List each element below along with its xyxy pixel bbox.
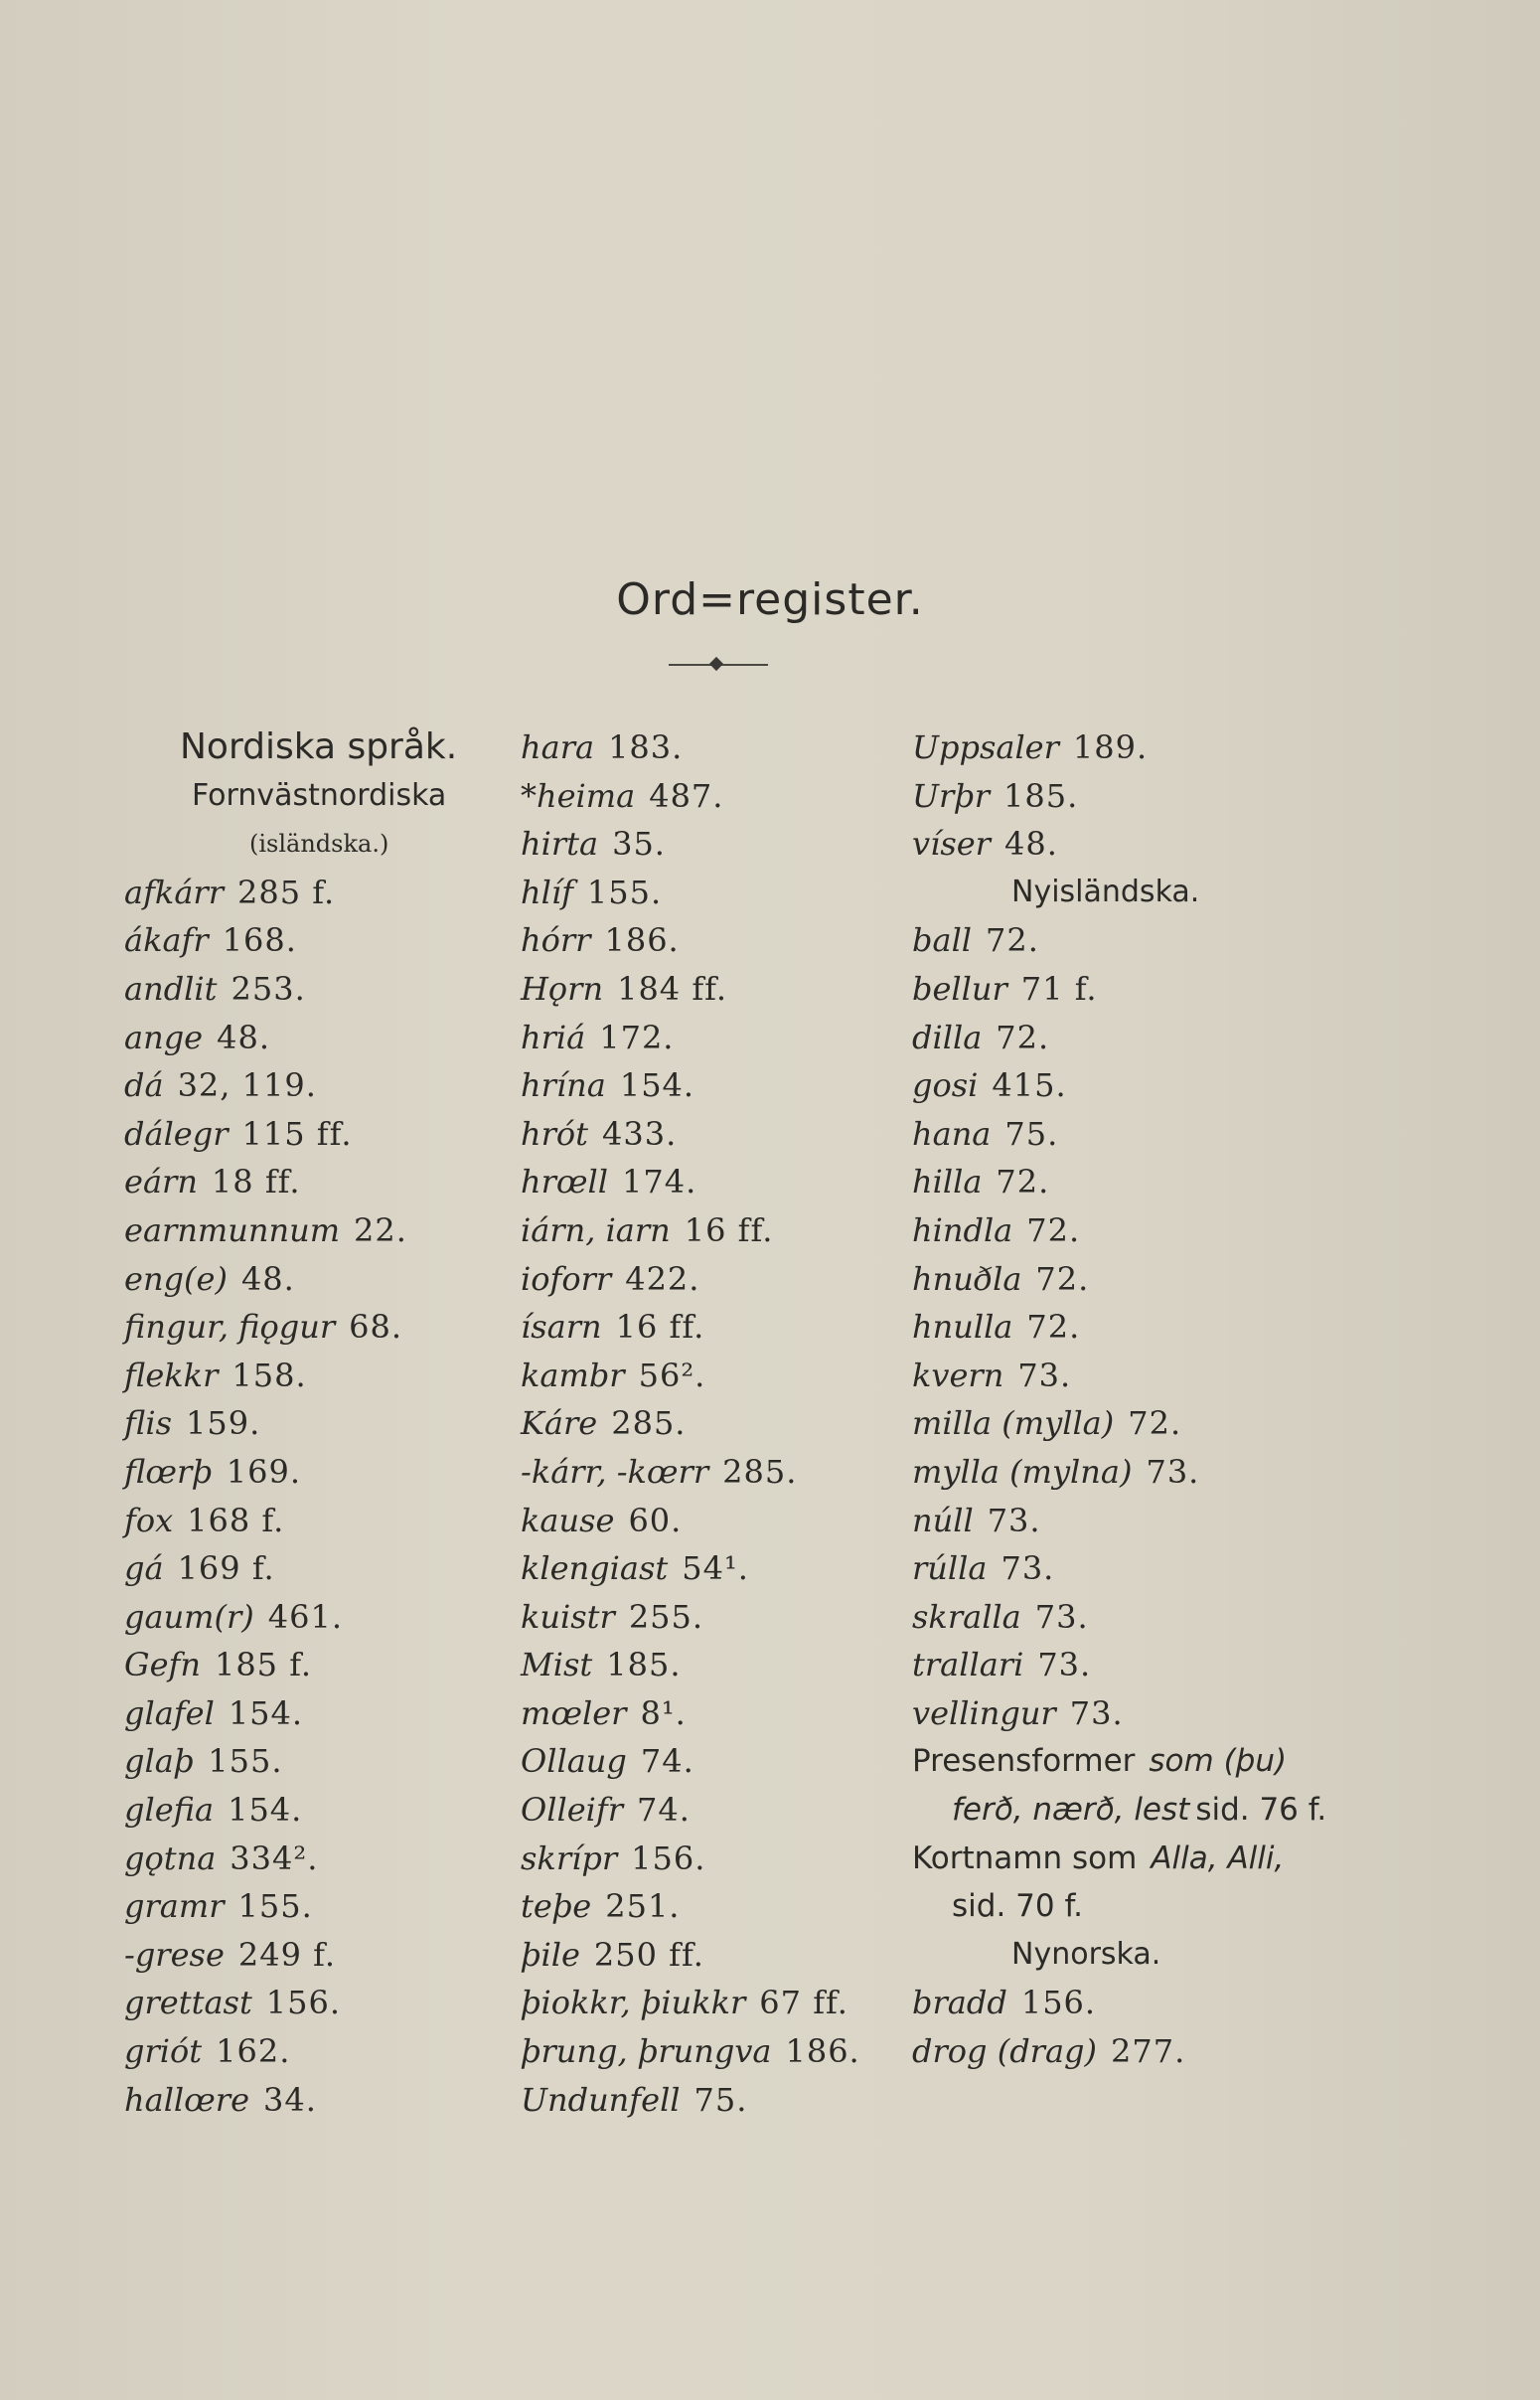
entry-word: kause [521, 1501, 615, 1539]
index-entry [124, 2027, 522, 2076]
index-entry [912, 1399, 1329, 1448]
entry-page-ref: 32, 119. [177, 1066, 317, 1105]
entry-word: afkárr [124, 873, 224, 911]
entry-page-ref: 73. [1001, 1549, 1055, 1588]
entry-word: skralla [912, 1597, 1021, 1636]
index-column-1 [124, 723, 522, 2124]
entry-page-ref: 73. [1034, 1597, 1089, 1636]
entry-page-ref: 285. [611, 1404, 687, 1443]
entry-page-ref: 172. [599, 1018, 675, 1056]
entry-word: iárn, iarn [521, 1210, 671, 1249]
entry-word: gá [124, 1549, 164, 1588]
entry-page-ref: 253. [231, 969, 306, 1008]
entry-page-ref: 156. [1020, 1984, 1097, 2022]
entry-word: hórr [521, 921, 591, 960]
index-entry [912, 1303, 1329, 1352]
entry-word: mœler [521, 1693, 627, 1732]
entry-page-ref: 186. [785, 2032, 860, 2071]
entry-word: milla (mylla) [912, 1404, 1115, 1443]
entry-page-ref: 18 ff. [211, 1163, 301, 1201]
index-entry [521, 1835, 918, 1883]
index-entry [521, 1786, 918, 1835]
entry-page-ref: 72. [1026, 1210, 1081, 1249]
entry-word: mylla (mylna) [912, 1452, 1133, 1491]
entry-word: bradd [912, 1984, 1007, 2022]
index-entry [521, 965, 918, 1014]
index-entry [124, 1544, 522, 1593]
entry-page-ref: 158. [231, 1356, 307, 1394]
entry-word: hindla [912, 1210, 1013, 1249]
index-note [912, 1882, 1329, 1931]
section-heading: Fornvästnordiska [192, 777, 447, 813]
entry-word: hirta [521, 825, 599, 864]
entry-page-ref: 422. [625, 1259, 700, 1298]
entry-word: hara [521, 728, 595, 766]
index-entry [124, 1835, 522, 1883]
index-note [912, 1835, 1329, 1883]
index-entry [521, 1158, 918, 1206]
index-entry [521, 869, 918, 917]
entry-word: -kárr, -kœrr [521, 1452, 709, 1491]
entry-word: þiokkr, þiukkr [521, 1984, 746, 2022]
entry-page-ref: 72. [1128, 1404, 1182, 1443]
entry-word: teþe [521, 1887, 592, 1926]
note-word: som (þu) [1149, 1743, 1288, 1780]
index-entry [124, 869, 522, 917]
entry-page-ref: 72. [1026, 1308, 1081, 1347]
entry-word: Olleifr [521, 1791, 624, 1830]
entry-word: ioforr [521, 1259, 612, 1298]
index-entry [912, 2027, 1329, 2076]
entry-page-ref: 155. [208, 1742, 283, 1781]
index-entry [912, 820, 1329, 869]
entry-word: grettast [124, 1984, 252, 2022]
index-entry [912, 1014, 1329, 1062]
entry-word: -grese [124, 1935, 225, 1974]
note-word: Alla, Alli, [1151, 1840, 1285, 1876]
entry-word: eárn [124, 1163, 198, 1201]
entry-page-ref: 71 f. [1020, 969, 1098, 1008]
entry-page-ref: 433. [602, 1114, 678, 1153]
entry-word: hriá [521, 1018, 586, 1056]
index-entry [912, 723, 1329, 772]
entry-page-ref: 67 ff. [759, 1984, 848, 2022]
entry-page-ref: 168 f. [187, 1501, 285, 1539]
entry-page-ref: 155. [586, 873, 663, 911]
page-title: Ord=register. [616, 574, 924, 625]
entry-word: bellur [912, 969, 1007, 1008]
index-entry [124, 1206, 522, 1255]
entry-page-ref: 8¹. [640, 1693, 687, 1732]
index-entry [124, 965, 522, 1014]
entry-page-ref: 72. [1035, 1259, 1090, 1298]
entry-word: glafel [124, 1693, 215, 1732]
entry-word: Hǫrn [521, 969, 604, 1008]
index-entry [124, 916, 522, 965]
entry-word: gramr [124, 1887, 225, 1926]
index-entry [124, 1110, 522, 1159]
entry-page-ref: 184 ff. [617, 969, 728, 1008]
index-entry [521, 723, 918, 772]
index-entry [912, 1641, 1329, 1689]
index-entry [521, 1255, 918, 1304]
entry-word: Urþr [912, 776, 991, 815]
index-entry [521, 1110, 918, 1159]
entry-page-ref: 73. [1069, 1693, 1124, 1732]
entry-page-ref: 250 ff. [593, 1935, 704, 1974]
entry-page-ref: 72. [996, 1163, 1050, 1201]
index-entry [912, 1593, 1329, 1642]
entry-word: þrung, þrungva [521, 2032, 772, 2071]
entry-word: flis [124, 1404, 172, 1443]
entry-page-ref: 156. [631, 1839, 706, 1877]
index-entry [521, 1061, 918, 1110]
entry-word: flœrþ [124, 1452, 213, 1491]
index-entry [124, 1641, 522, 1689]
entry-word: gǫtna [124, 1839, 217, 1877]
entry-page-ref: 174. [622, 1163, 697, 1201]
entry-word: hrína [521, 1066, 606, 1105]
index-entry [124, 1303, 522, 1352]
index-entry [124, 1255, 522, 1304]
entry-word: kvern [912, 1356, 1004, 1394]
index-column-2 [521, 723, 918, 2124]
index-entry [912, 1689, 1329, 1738]
index-entry [912, 1352, 1329, 1400]
index-entry [521, 916, 918, 965]
index-entry [912, 1110, 1329, 1159]
entry-page-ref: 169. [226, 1452, 302, 1491]
entry-word: vellingur [912, 1693, 1056, 1732]
entry-page-ref: 60. [628, 1501, 683, 1539]
entry-page-ref: 72. [986, 921, 1039, 960]
entry-word: kuistr [521, 1597, 615, 1636]
entry-page-ref: 277. [1111, 2032, 1186, 2071]
section-heading: Nyisländska. [1011, 874, 1200, 909]
entry-page-ref: 185 f. [214, 1646, 313, 1684]
index-note [912, 1786, 1329, 1835]
entry-page-ref: 154. [228, 1693, 304, 1732]
note-text: sid. 70 f. [952, 1888, 1083, 1925]
index-entry [521, 1303, 918, 1352]
index-entry [912, 772, 1329, 821]
index-entry [124, 1352, 522, 1400]
entry-page-ref: 189. [1072, 728, 1149, 766]
entry-page-ref: 75. [693, 2080, 748, 2119]
index-entry [912, 916, 1329, 965]
entry-page-ref: 74. [637, 1791, 691, 1830]
entry-page-ref: 487. [649, 776, 724, 815]
entry-word: gaum(r) [124, 1597, 254, 1636]
index-entry [124, 1014, 522, 1062]
index-entry [124, 1979, 522, 2027]
entry-word: núll [912, 1501, 974, 1539]
entry-page-ref: 75. [1004, 1114, 1059, 1153]
entry-page-ref: 168. [222, 921, 297, 960]
entry-page-ref: 35. [612, 825, 666, 864]
entry-page-ref: 251. [605, 1887, 681, 1926]
entry-page-ref: 22. [354, 1210, 407, 1249]
entry-page-ref: 48. [240, 1259, 295, 1298]
note-word: ferð, nærð, lest [952, 1792, 1190, 1829]
entry-word: hnuðla [912, 1259, 1022, 1298]
entry-page-ref: 34. [263, 2080, 317, 2119]
entry-page-ref: 186. [604, 921, 680, 960]
entry-page-ref: 48. [217, 1018, 270, 1056]
index-entry [521, 1448, 918, 1497]
index-entry [912, 1158, 1329, 1206]
entry-word: ísarn [521, 1308, 602, 1347]
entry-word: *heima [521, 776, 636, 815]
index-entry [521, 1882, 918, 1931]
index-entry [912, 1544, 1329, 1593]
entry-page-ref: 162. [216, 2032, 291, 2071]
entry-page-ref: 16 ff. [615, 1308, 705, 1347]
entry-page-ref: 68. [349, 1308, 403, 1347]
entry-page-ref: 16 ff. [684, 1210, 774, 1249]
entry-page-ref: 73. [987, 1501, 1041, 1539]
entry-page-ref: 249 f. [237, 1935, 337, 1974]
entry-word: hrœll [521, 1163, 609, 1201]
entry-word: hnulla [912, 1308, 1013, 1347]
section-heading: Nordiska språk. [180, 726, 458, 767]
index-entry [912, 1255, 1329, 1304]
index-entry [521, 1399, 918, 1448]
note-text: Kortnamn som [912, 1840, 1138, 1876]
entry-word: kambr [521, 1356, 625, 1394]
entry-word: Ollaug [521, 1742, 627, 1781]
entry-word: andlit [124, 969, 218, 1008]
note-text: Presensformer [912, 1743, 1136, 1780]
entry-page-ref: 73. [1146, 1452, 1200, 1491]
entry-word: earnmunnum [124, 1210, 341, 1249]
entry-page-ref: 154. [228, 1791, 303, 1830]
entry-page-ref: 285. [722, 1452, 798, 1491]
section-heading: Nynorska. [1011, 1936, 1161, 1972]
entry-page-ref: 56². [638, 1356, 706, 1394]
index-entry [521, 1544, 918, 1593]
entry-word: flekkr [124, 1356, 219, 1394]
index-entry [521, 1737, 918, 1786]
ornament-diamond-icon [709, 657, 723, 671]
entry-word: eng(e) [124, 1259, 228, 1298]
entry-word: gosi [912, 1066, 979, 1105]
entry-word: ball [912, 921, 973, 960]
entry-page-ref: 183. [608, 728, 684, 766]
index-entry [521, 1352, 918, 1400]
entry-word: hrót [521, 1114, 589, 1153]
section-heading: (isländska.) [249, 830, 389, 859]
index-entry [521, 820, 918, 869]
entry-page-ref: 185. [606, 1646, 682, 1684]
index-entry [912, 965, 1329, 1014]
index-entry [124, 1689, 522, 1738]
entry-word: hana [912, 1114, 992, 1153]
index-column-3 [912, 723, 1329, 2076]
index-entry [124, 1882, 522, 1931]
index-entry [912, 1206, 1329, 1255]
entry-word: þile [521, 1935, 580, 1974]
entry-page-ref: 154. [619, 1066, 695, 1105]
entry-word: trallari [912, 1646, 1024, 1684]
entry-page-ref: 73. [1017, 1356, 1072, 1394]
entry-word: ákafr [124, 921, 209, 960]
entry-word: ange [124, 1018, 204, 1056]
index-entry [124, 1061, 522, 1110]
entry-word: drog (drag) [912, 2032, 1098, 2071]
entry-page-ref: 155. [237, 1887, 313, 1926]
entry-word: hlíf [521, 873, 573, 911]
index-entry [912, 1061, 1329, 1110]
entry-page-ref: 115 ff. [241, 1114, 353, 1153]
entry-page-ref: 74. [640, 1742, 694, 1781]
entry-word: Mist [521, 1646, 593, 1684]
entry-page-ref: 72. [996, 1018, 1050, 1056]
index-entry [521, 1206, 918, 1255]
entry-word: Uppsaler [912, 728, 1059, 766]
entry-word: víser [912, 825, 991, 864]
entry-word: Káre [521, 1404, 598, 1443]
index-entry [521, 1931, 918, 1980]
entry-word: hilla [912, 1163, 983, 1201]
entry-page-ref: 285 f. [236, 873, 336, 911]
index-entry [521, 2027, 918, 2076]
entry-page-ref: 255. [628, 1597, 704, 1636]
entry-page-ref: 461. [267, 1597, 344, 1636]
entry-word: Gefn [124, 1646, 201, 1684]
entry-page-ref: 156. [265, 1984, 342, 2022]
entry-word: dálegr [124, 1114, 229, 1153]
index-entry [521, 1689, 918, 1738]
index-entry [124, 1448, 522, 1497]
entry-word: glefia [124, 1791, 215, 1830]
index-entry [124, 1497, 522, 1545]
entry-page-ref: 48. [1003, 825, 1058, 864]
index-entry [521, 1497, 918, 1545]
index-entry [912, 1448, 1329, 1497]
entry-page-ref: 159. [186, 1404, 261, 1443]
entry-page-ref: 334². [230, 1839, 319, 1877]
index-entry [124, 1931, 522, 1980]
entry-word: griót [124, 2032, 203, 2071]
index-entry [124, 1786, 522, 1835]
index-entry [912, 1497, 1329, 1545]
index-entry [521, 1593, 918, 1642]
entry-word: klengiast [521, 1549, 669, 1588]
index-note [912, 1737, 1329, 1786]
index-entry [124, 1737, 522, 1786]
index-entry [521, 1014, 918, 1062]
index-entry [521, 772, 918, 821]
entry-word: dá [124, 1066, 164, 1105]
index-entry [124, 1399, 522, 1448]
entry-word: hallœre [124, 2080, 250, 2119]
entry-word: Undunfell [521, 2080, 681, 2119]
index-entry [124, 2076, 522, 2125]
entry-page-ref: 169 f. [177, 1549, 275, 1588]
entry-page-ref: 73. [1037, 1646, 1092, 1684]
index-entry [521, 1979, 918, 2027]
index-entry [124, 1158, 522, 1206]
entry-word: dilla [912, 1018, 983, 1056]
entry-word: fingur, fiǫgur [124, 1308, 336, 1347]
index-entry [124, 1593, 522, 1642]
index-entry [521, 2076, 918, 2125]
entry-page-ref: 54¹. [682, 1549, 749, 1588]
index-entry [521, 1641, 918, 1689]
entry-page-ref: 185. [1003, 776, 1079, 815]
entry-page-ref: 415. [992, 1066, 1067, 1105]
entry-word: fox [124, 1501, 174, 1539]
entry-word: glaþ [124, 1742, 195, 1781]
index-entry [912, 1979, 1329, 2027]
entry-word: rúlla [912, 1549, 988, 1588]
note-text: sid. 76 f. [1195, 1792, 1327, 1829]
entry-word: skrípr [521, 1839, 618, 1877]
